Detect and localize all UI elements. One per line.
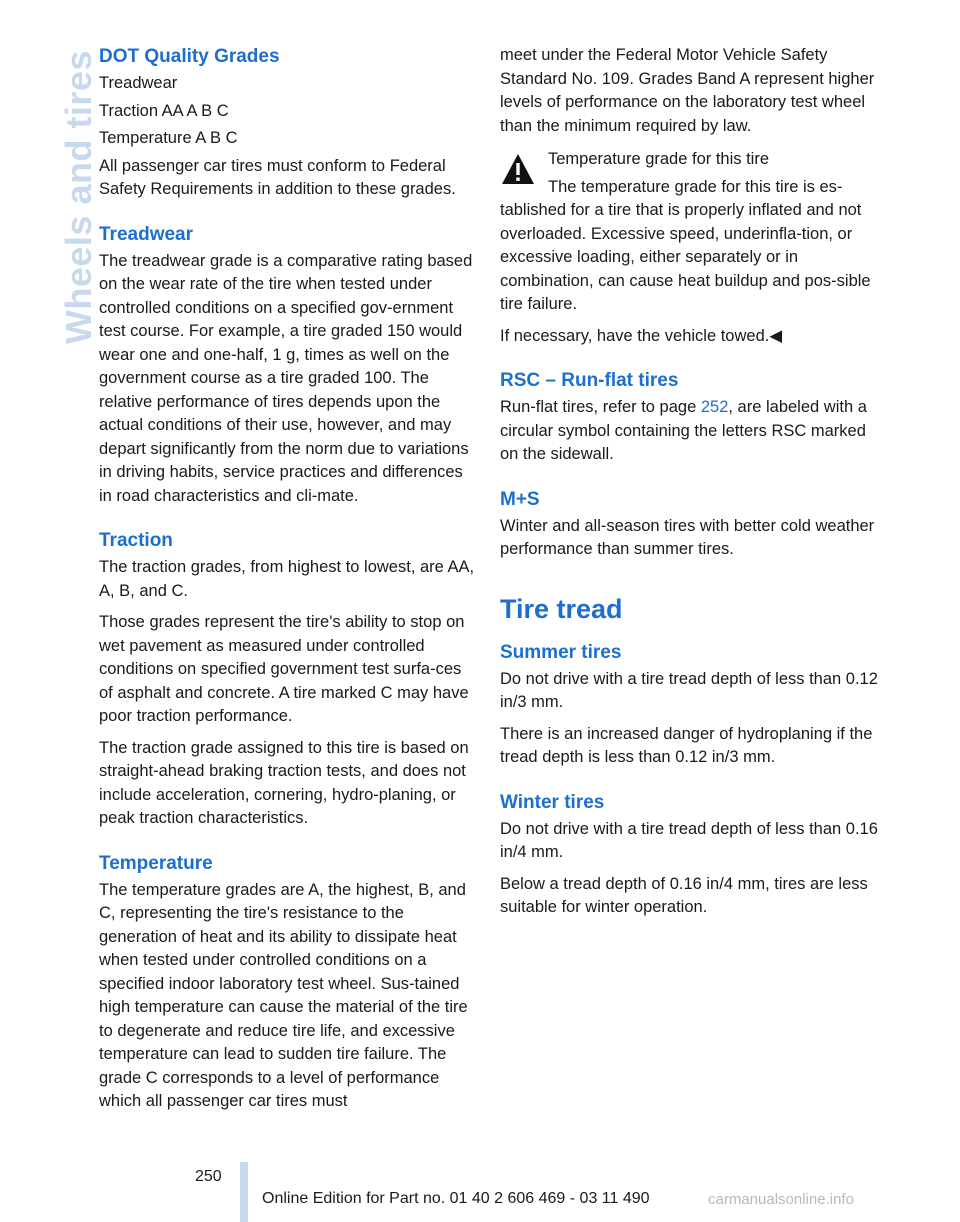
summer-tires-heading: Summer tires [500, 641, 622, 663]
page-reference-link[interactable]: 252 [700, 398, 729, 416]
warning-title: Temperature grade for this tire [548, 150, 770, 168]
chapter-side-title: Wheels and tires [58, 50, 99, 345]
temperature-heading: Temperature [99, 852, 213, 874]
m-s-paragraph: Winter and all-season tires with better cold weather performance than summer tires. [500, 516, 875, 558]
dot-line-treadwear: Treadwear [99, 74, 178, 92]
summer-paragraph-1: Do not drive with a tire tread depth of less than 0.12 in/3 mm. [500, 669, 878, 711]
traction-paragraph-2: Those grades represent the tire's ability to stop on wet pavement as measured under controlled conditions on specified government test surfa-ces of asphalt and concrete. A tire marked C may have poor traction performance. [99, 613, 469, 725]
dot-quality-grades-heading: DOT Quality Grades [99, 46, 280, 67]
rsc-text-pre: Run-flat tires, refer to page [500, 398, 701, 416]
m-s-heading: M+S [500, 488, 540, 510]
traction-paragraph-1: The traction grades, from highest to lowest, are AA, A, B, and C. [99, 558, 475, 600]
dot-paragraph: All passenger car tires must conform to Federal Safety Requirements in addition to these grades. [99, 156, 456, 198]
warning-end: If necessary, have the vehicle towed.◀ [500, 326, 783, 345]
rsc-heading: RSC – Run-flat tires [500, 370, 679, 391]
page-number: 250 [195, 1168, 222, 1185]
warning-block [500, 148, 878, 317]
warning-triangle-icon [500, 152, 536, 186]
temperature-paragraph: The temperature grades are A, the highest, B, and C, representing the tire's resistance to the generation of heat and its ability to dissipate heat when tested under controlled conditions on a specified indoor laboratory test wheel. Sus-tained high temperature can cause the material of the tire to degenerate and reduce tire life, and excessive temperature can lead to sudden tire failure. The grade C corresponds to a level of performance which all passenger car tires must [99, 880, 468, 1110]
footer-accent-bar [240, 1162, 248, 1222]
left-column [99, 44, 477, 1122]
tire-tread-heading: Tire tread [500, 593, 623, 624]
warning-text: The temperature grade for this tire is es-tablished for a tire that is properly inflated and not overloaded. Excessive speed, underinfla-tion, or excessive loading, either separately or in combination, can cause heat buildup and pos-sible tire failure. [500, 177, 871, 313]
footer-edition-text: Online Edition for Part no. 01 40 2 606 469 - 03 11 490 [262, 1190, 650, 1207]
treadwear-heading: Treadwear [99, 223, 193, 245]
summer-paragraph-2: There is an increased danger of hydroplaning if the tread depth is less than 0.12 in/3 mm. [500, 724, 873, 766]
dot-line-traction: Traction AA A B C [99, 101, 229, 120]
temperature-continued-paragraph: meet under the Federal Motor Vehicle Safety Standard No. 109. Grades Band A represent higher levels of performance on the laboratory test wheel than the minimum required by law. [500, 46, 875, 135]
traction-heading: Traction [99, 530, 173, 551]
rsc-paragraph [500, 396, 878, 467]
winter-paragraph-1: Do not drive with a tire tread depth of less than 0.16 in/4 mm. [500, 819, 878, 861]
winter-paragraph-2: Below a tread depth of 0.16 in/4 mm, tires are less suitable for winter operation. [500, 874, 868, 916]
watermark: carmanualsonline.info [708, 1191, 854, 1208]
traction-paragraph-3: The traction grade assigned to this tire is based on straight-ahead braking traction tests, and does not include acceleration, cornering, hydro-planing, or peak traction characteristics. [99, 738, 469, 827]
right-column [500, 44, 878, 928]
treadwear-paragraph: The treadwear grade is a comparative rating based on the wear rate of the tire when tested under controlled conditions on a specified gov-ernment test course. For example, a tire graded 150 would wear one and one-half, 1 g, times as well on the government course as a tire graded 100. The relative performance of tires depends upon the actual conditions of their use, however, and may depart significantly from the norm due to variations in driving habits, service practices and differences in road characteristics and cli-mate. [99, 251, 473, 505]
winter-tires-heading: Winter tires [500, 791, 605, 813]
dot-line-temperature: Temperature A B C [99, 129, 238, 147]
rsc-text-post: , are labeled with a circular symbol containing the letters RSC marked on the sidewall. [500, 398, 867, 463]
